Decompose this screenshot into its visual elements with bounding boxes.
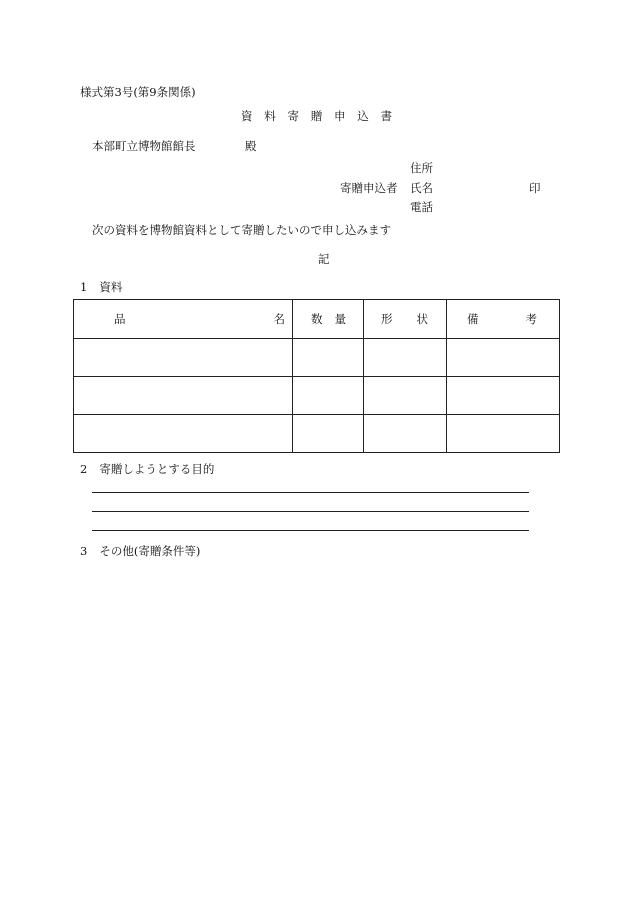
title-char: 書 <box>380 109 392 123</box>
header-char: 考 <box>525 312 537 326</box>
cell-item-name[interactable] <box>74 415 293 453</box>
cell-remarks[interactable] <box>447 415 560 453</box>
addressee-name: 本部町立博物館館長 <box>92 139 196 153</box>
title-char: 寄 <box>287 109 299 123</box>
header-char: 形 <box>381 312 393 326</box>
section3-title: その他(寄贈条件等) <box>99 544 201 558</box>
header-shape <box>364 300 447 339</box>
addressee-honorific: 殿 <box>245 139 257 153</box>
header-char: 名 <box>273 312 285 326</box>
form-title <box>241 108 392 124</box>
header-remarks <box>447 300 560 339</box>
header-quantity <box>293 300 364 339</box>
section1-heading <box>80 279 122 295</box>
form-number: 様式第3号(第9条関係) <box>80 85 196 99</box>
cell-shape[interactable] <box>364 377 447 415</box>
section1-title: 資料 <box>99 280 123 294</box>
purpose-line-1[interactable] <box>92 492 529 493</box>
items-table <box>73 299 560 453</box>
applicant-label: 寄贈申込者 <box>340 181 398 195</box>
cell-quantity[interactable] <box>293 339 364 377</box>
purpose-line-2[interactable] <box>92 511 529 512</box>
cell-item-name[interactable] <box>74 377 293 415</box>
header-char: 備 <box>467 312 479 326</box>
section2-title: 寄贈しようとする目的 <box>99 462 215 476</box>
title-char: 資 <box>241 109 253 123</box>
section1-number: 1 <box>80 280 88 294</box>
table-row <box>74 377 560 415</box>
cell-shape[interactable] <box>364 339 447 377</box>
address-label: 住所 <box>410 161 433 175</box>
record-label: 記 <box>318 252 330 266</box>
section2-number: 2 <box>80 462 88 476</box>
seal-mark: 印 <box>529 181 541 195</box>
cell-remarks[interactable] <box>447 377 560 415</box>
request-text: 次の資料を博物館資料として寄贈したいので申し込みます <box>92 223 391 237</box>
header-item-name <box>74 300 293 339</box>
name-label: 氏名 <box>410 181 433 195</box>
cell-shape[interactable] <box>364 415 447 453</box>
cell-item-name[interactable] <box>74 339 293 377</box>
title-char: 料 <box>264 109 276 123</box>
header-char: 状 <box>416 312 428 326</box>
title-char: 申 <box>334 109 346 123</box>
cell-quantity[interactable] <box>293 377 364 415</box>
title-char: 込 <box>357 109 369 123</box>
table-row <box>74 339 560 377</box>
table-row <box>74 415 560 453</box>
title-char: 贈 <box>310 109 323 123</box>
purpose-line-3[interactable] <box>92 530 529 531</box>
cell-quantity[interactable] <box>293 415 364 453</box>
section2-heading <box>80 461 214 477</box>
header-char: 品 <box>114 312 126 326</box>
section3-number: 3 <box>80 544 88 558</box>
phone-label: 電話 <box>410 200 433 214</box>
cell-remarks[interactable] <box>447 339 560 377</box>
header-char: 量 <box>334 312 346 326</box>
header-char: 数 <box>311 312 323 326</box>
table-header-row <box>74 300 560 339</box>
section3-heading <box>80 543 200 559</box>
